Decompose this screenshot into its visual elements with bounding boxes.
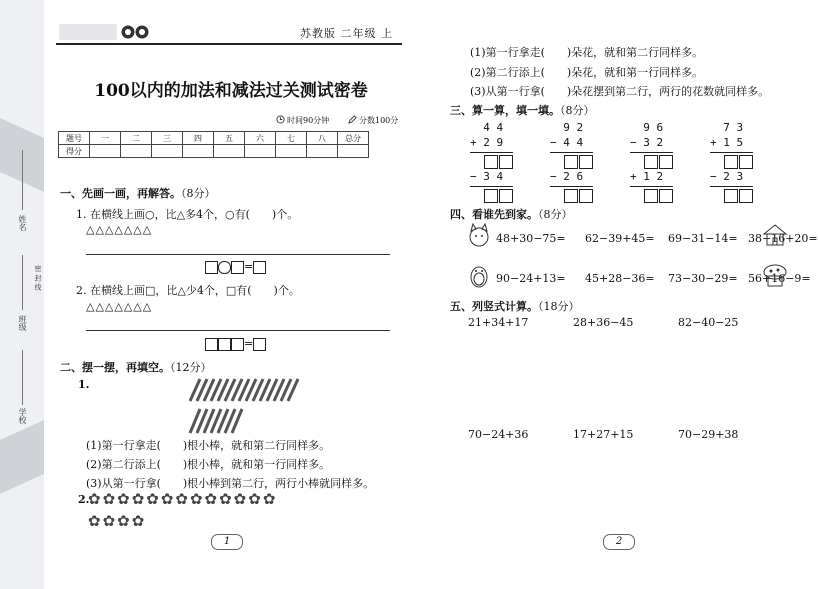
flower-item-2: (2)第二行添上( )朵花，就和第一行同样多。 bbox=[470, 66, 704, 79]
binding-label-name: 姓名 bbox=[18, 215, 27, 231]
vertical-problem bbox=[630, 121, 673, 204]
answer-box[interactable] bbox=[484, 155, 498, 169]
operand: 3 4 bbox=[483, 170, 504, 183]
binding-line bbox=[22, 350, 23, 405]
vertical-calc-problem: 82−40−25 bbox=[678, 316, 739, 329]
answer-box[interactable] bbox=[659, 189, 673, 203]
flowers-row-2: ✿✿✿✿ bbox=[88, 512, 147, 530]
answer-box[interactable] bbox=[205, 338, 218, 351]
vertical-calc-problem: 21+34+17 bbox=[468, 316, 529, 329]
operator: + bbox=[630, 170, 637, 183]
score-cell: 七 bbox=[276, 132, 307, 145]
answer-box[interactable] bbox=[724, 189, 738, 203]
page-number-left: 1 bbox=[211, 534, 243, 550]
operand-top: 7 3 bbox=[723, 121, 744, 134]
page-title: 100以内的加法和减法过关测试密卷 bbox=[94, 81, 368, 101]
operator: − bbox=[630, 136, 637, 149]
equation: 69−31−14= bbox=[668, 232, 738, 245]
binding-arrow-bottom bbox=[0, 420, 44, 494]
section1-q1-triangles: △△△△△△△ bbox=[86, 223, 153, 236]
equation: 38−16+20= bbox=[748, 232, 818, 245]
section1-q1-equation: = bbox=[205, 260, 266, 274]
operator: + bbox=[470, 136, 477, 149]
sticks-illustration bbox=[186, 377, 326, 437]
circle-box[interactable] bbox=[218, 261, 231, 274]
answer-line[interactable] bbox=[86, 254, 390, 255]
pencil-icon bbox=[348, 115, 357, 124]
score-cell: 一 bbox=[90, 132, 121, 145]
score-blank[interactable] bbox=[245, 145, 276, 158]
section3-heading: 三、算一算，填一填。（8分） bbox=[450, 104, 595, 117]
house-icon bbox=[762, 222, 788, 248]
answer-box[interactable] bbox=[253, 261, 266, 274]
answer-box[interactable] bbox=[205, 261, 218, 274]
binding-strip bbox=[0, 0, 44, 589]
score-blank[interactable] bbox=[183, 145, 214, 158]
score-table bbox=[58, 131, 369, 158]
answer-box[interactable] bbox=[579, 189, 593, 203]
score-cell: 二 bbox=[121, 132, 152, 145]
score-table-header-row bbox=[59, 132, 369, 145]
score-blank[interactable] bbox=[214, 145, 245, 158]
vertical-problem bbox=[550, 121, 593, 204]
score-blank[interactable] bbox=[121, 145, 152, 158]
section1-heading: 一、先画一画，再解答。（8分） bbox=[60, 187, 216, 200]
operand: 2 3 bbox=[723, 170, 744, 183]
binding-label-class: 班级 bbox=[18, 315, 27, 331]
equation: 56+16−9= bbox=[748, 272, 811, 285]
logo-icon bbox=[120, 24, 152, 40]
answer-box[interactable] bbox=[579, 155, 593, 169]
page-number-right: 2 bbox=[603, 534, 635, 550]
score-cell: 四 bbox=[183, 132, 214, 145]
section2-q2-number: 2. bbox=[78, 493, 90, 506]
operand: 2 9 bbox=[483, 136, 504, 149]
operator: − bbox=[550, 170, 557, 183]
operand: 3 2 bbox=[643, 136, 664, 149]
equation: 90−24+13= bbox=[496, 272, 566, 285]
operand: 1 5 bbox=[723, 136, 744, 149]
cat-icon bbox=[466, 222, 492, 248]
equation: 73−30−29= bbox=[668, 272, 738, 285]
equation: 48+30−75= bbox=[496, 232, 566, 245]
vertical-calc-problem: 70−29+38 bbox=[678, 428, 739, 441]
answer-box[interactable] bbox=[644, 189, 658, 203]
binding-line bbox=[22, 255, 23, 310]
binding-label-school: 学校 bbox=[18, 408, 27, 424]
answer-box[interactable] bbox=[739, 155, 753, 169]
vertical-calc-problem: 17+27+15 bbox=[573, 428, 634, 441]
operand: 4 4 bbox=[563, 136, 584, 149]
answer-box[interactable] bbox=[724, 155, 738, 169]
equation: 62−39+45= bbox=[585, 232, 655, 245]
score-cell: 得分 bbox=[59, 145, 90, 158]
operand-top: 9 6 bbox=[643, 121, 664, 134]
answer-box[interactable] bbox=[484, 189, 498, 203]
binding-seal-text: 密 封 线 bbox=[34, 265, 42, 291]
answer-box[interactable] bbox=[499, 155, 513, 169]
flower-item-3: (3)从第一行拿( )朵花摆到第二行，两行的花数就同样多。 bbox=[470, 85, 770, 98]
clock-icon bbox=[276, 115, 285, 124]
score-cell: 五 bbox=[214, 132, 245, 145]
section1-q2-triangles: △△△△△△△ bbox=[86, 300, 153, 313]
answer-box[interactable] bbox=[564, 189, 578, 203]
series-banner bbox=[59, 24, 117, 40]
time-limit: 时间90分钟 bbox=[287, 116, 330, 125]
section4-heading: 四、看谁先到家。（8分） bbox=[450, 208, 573, 221]
score-blank[interactable] bbox=[338, 145, 369, 158]
operand-top: 9 2 bbox=[563, 121, 584, 134]
edition-label: 苏教版 二年级 上 bbox=[300, 27, 393, 40]
score-cell: 总分 bbox=[338, 132, 369, 145]
answer-box[interactable] bbox=[739, 189, 753, 203]
vertical-calc-problem: 70−24+36 bbox=[468, 428, 529, 441]
section2-heading: 二、摆一摆，再填空。（12分） bbox=[60, 361, 212, 374]
score-blank[interactable] bbox=[152, 145, 183, 158]
answer-box[interactable] bbox=[644, 155, 658, 169]
section2-q1-number: 1. bbox=[78, 378, 90, 391]
operand-top: 4 4 bbox=[483, 121, 504, 134]
section1-q2-equation: = bbox=[205, 337, 266, 351]
vertical-problem bbox=[710, 121, 753, 204]
score-blank[interactable] bbox=[90, 145, 121, 158]
equation: 45+28−36= bbox=[585, 272, 655, 285]
operator: − bbox=[550, 136, 557, 149]
answer-box[interactable] bbox=[231, 261, 244, 274]
answer-box[interactable] bbox=[218, 338, 231, 351]
section2-item-1: (1)第一行拿走( )根小棒，就和第二行同样多。 bbox=[86, 439, 331, 452]
answer-box[interactable] bbox=[231, 338, 244, 351]
score-cell: 六 bbox=[245, 132, 276, 145]
score-cell: 八 bbox=[307, 132, 338, 145]
penguin-icon bbox=[466, 262, 492, 288]
operator: − bbox=[710, 170, 717, 183]
score-blank[interactable] bbox=[307, 145, 338, 158]
answer-box[interactable] bbox=[564, 155, 578, 169]
vertical-calc-problem: 28+36−45 bbox=[573, 316, 634, 329]
answer-box[interactable] bbox=[253, 338, 266, 351]
score-total: 分数100分 bbox=[359, 116, 399, 125]
section1-q1: 1. 在横线上画○，比△多4个，○有( )个。 bbox=[76, 208, 299, 221]
flower-item-1: (1)第一行拿走( )朵花，就和第二行同样多。 bbox=[470, 46, 704, 59]
score-cell: 三 bbox=[152, 132, 183, 145]
score-blank[interactable] bbox=[276, 145, 307, 158]
operand: 1 2 bbox=[643, 170, 664, 183]
score-table-score-row bbox=[59, 145, 369, 158]
mushroom-house-icon bbox=[762, 262, 788, 288]
operand: 2 6 bbox=[563, 170, 584, 183]
section2-item-3: (3)从第一行拿( )根小棒到第二行，两行小棒就同样多。 bbox=[86, 477, 375, 490]
answer-box[interactable] bbox=[499, 189, 513, 203]
section1-q2: 2. 在横线上画□，比△少4个，□有( )个。 bbox=[76, 284, 300, 297]
flowers-row-1: ✿✿✿✿✿✿✿✿✿✿✿✿✿ bbox=[88, 490, 278, 508]
answer-line[interactable] bbox=[86, 330, 390, 331]
header-rule bbox=[56, 43, 402, 45]
score-cell: 题号 bbox=[59, 132, 90, 145]
section5-heading: 五、列竖式计算。（18分） bbox=[450, 300, 580, 313]
binding-line bbox=[22, 150, 23, 210]
section2-item-2: (2)第二行添上( )根小棒，就和第一行同样多。 bbox=[86, 458, 331, 471]
answer-box[interactable] bbox=[659, 155, 673, 169]
operator: − bbox=[470, 170, 477, 183]
vertical-problem bbox=[470, 121, 513, 204]
operator: + bbox=[710, 136, 717, 149]
